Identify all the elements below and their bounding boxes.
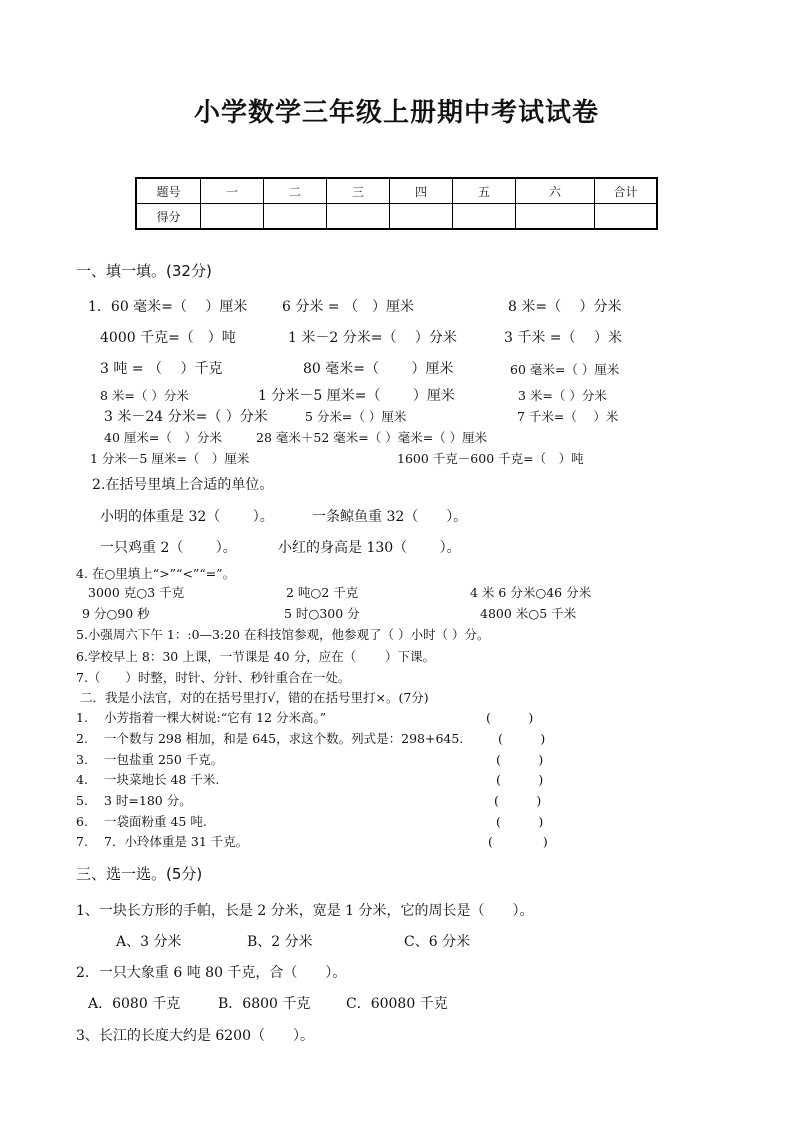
- answer-paren[interactable]: ( ): [488, 834, 548, 849]
- question-text: 80 毫米=（ ）厘米: [303, 361, 454, 377]
- table-header: 一: [201, 178, 264, 204]
- option-b[interactable]: B．6800 千克: [218, 996, 311, 1012]
- question-text: 7 千米=（ ）米: [517, 409, 619, 424]
- question-text: 2 吨○2 千克: [286, 585, 359, 600]
- table-header: 二: [264, 178, 327, 204]
- item-number: 3.: [76, 752, 88, 767]
- question-text: 1 米－2 分米=（ ）分米: [288, 330, 457, 346]
- item-text: 一块菜地长 48 千米.: [104, 772, 220, 787]
- question-text: 1、一块长方形的手帕，长是 2 分米，宽是 1 分米，它的周长是（ ）。: [76, 903, 534, 919]
- question-text: 一只鸡重 2（ ）。: [100, 540, 237, 556]
- question-text: 1．60 毫米=（ ）厘米: [88, 299, 248, 315]
- table-header: 题号: [136, 178, 201, 204]
- question-text: 1600 千克－600 千克=（ ）吨: [397, 451, 584, 466]
- question-text: 3 米－24 分米=（ ）分米: [104, 409, 268, 425]
- answer-paren[interactable]: ( ): [498, 731, 546, 746]
- question-text: 3 千米 =（ ）米: [504, 330, 622, 346]
- question-text: 一条鲸鱼重 32（ ）。: [312, 509, 468, 525]
- table-header: 六: [516, 178, 595, 204]
- score-cell[interactable]: [453, 204, 516, 230]
- score-cell[interactable]: [595, 204, 658, 230]
- option-a[interactable]: A、3 分米: [116, 934, 182, 950]
- question-text: 4000 千克=（ ）吨: [100, 330, 236, 346]
- item-text: 小芳指着一棵大树说:“它有 12 分米高。”: [104, 710, 327, 725]
- question-text: 3 米=（ ）分米: [518, 388, 607, 403]
- question-text: 3 吨 = （ ）千克: [100, 361, 223, 377]
- item-number: 7.: [76, 834, 88, 849]
- answer-paren[interactable]: ( ): [494, 793, 542, 808]
- score-table: [135, 177, 658, 230]
- section-heading: 三、选一选。(5分): [76, 865, 203, 883]
- option-c[interactable]: C．60080 千克: [346, 996, 448, 1012]
- question-text: 小明的体重是 32（ ）。: [100, 509, 274, 525]
- score-cell[interactable]: [327, 204, 390, 230]
- question-text: 5 时○300 分: [284, 606, 360, 621]
- item-text: 3 时=180 分。: [104, 793, 192, 808]
- table-header: 五: [453, 178, 516, 204]
- question-text: 3、长江的长度大约是 6200（ ）。: [76, 1028, 314, 1044]
- question-text: 1 分米－5 厘米=（ ）厘米: [258, 388, 455, 404]
- answer-paren[interactable]: ( ): [496, 814, 544, 829]
- question-text: 6 分米 = （ ）厘米: [282, 299, 414, 315]
- option-b[interactable]: B、2 分米: [247, 934, 313, 950]
- table-header: 四: [390, 178, 453, 204]
- answer-paren[interactable]: ( ): [496, 752, 544, 767]
- item-number: 2.: [76, 731, 88, 746]
- question-text: 小红的身高是 130（ ）。: [278, 540, 461, 556]
- section-heading: 二．我是小法官，对的在括号里打√，错的在括号里打×。(7分): [80, 690, 429, 705]
- item-text: 一袋面粉重 45 吨.: [104, 814, 207, 829]
- question-title: 2.在括号里填上合适的单位。: [92, 477, 274, 493]
- score-cell[interactable]: [201, 204, 264, 230]
- question-text: 8 米=（ ）分米: [508, 299, 622, 315]
- question-text: 3000 克○3 千克: [88, 585, 185, 600]
- answer-paren[interactable]: ( ): [486, 710, 534, 725]
- item-text: 7．小玲体重是 31 千克。: [104, 834, 249, 849]
- option-a[interactable]: A．6080 千克: [88, 996, 181, 1012]
- question-title: 4. 在○里填上“>”“<”“=”。: [76, 566, 236, 581]
- item-number: 1.: [76, 710, 88, 725]
- score-cell[interactable]: [390, 204, 453, 230]
- table-header: 合计: [595, 178, 658, 204]
- question-text: 28 毫米＋52 毫米=（ ）毫米=（ ）厘米: [256, 430, 488, 445]
- table-header: 三: [327, 178, 390, 204]
- page-title: 小学数学三年级上册期中考试试卷: [193, 98, 599, 128]
- question-text: 6.学校早上 8：30 上课，一节课是 40 分，应在（ ）下课。: [76, 649, 436, 664]
- answer-paren[interactable]: ( ): [496, 772, 544, 787]
- question-text: 4 米 6 分米○46 分米: [470, 585, 592, 600]
- score-cell[interactable]: [516, 204, 595, 230]
- item-text: 一包盐重 250 千克。: [104, 752, 224, 767]
- option-c[interactable]: C、6 分米: [404, 934, 471, 950]
- question-text: 7.（ ）时整，时针、分针、秒针重合在一处。: [76, 670, 351, 685]
- section-heading: 一、填一填。(32分): [76, 262, 212, 280]
- question-text: 40 厘米=（ ）分米: [104, 430, 222, 445]
- item-number: 6.: [76, 814, 88, 829]
- row-label: 得分: [136, 204, 201, 230]
- item-number: 5.: [76, 793, 88, 808]
- question-text: 5 分米=（ ）厘米: [305, 409, 407, 424]
- question-text: 1 分米－5 厘米=（ ）厘米: [90, 451, 250, 466]
- question-text: 60 毫米=（ ）厘米: [510, 362, 620, 377]
- item-number: 4.: [76, 772, 88, 787]
- question-text: 8 米=（ ）分米: [100, 388, 189, 403]
- question-text: 2．一只大象重 6 吨 80 千克，合（ ）。: [76, 965, 347, 981]
- question-text: 4800 米○5 千米: [480, 606, 577, 621]
- question-text: 5.小强周六下午 1：:0—3:20 在科技馆参观，他参观了（ ）小时（ ）分。: [76, 627, 490, 642]
- question-text: 9 分○90 秒: [82, 606, 150, 621]
- item-text: 一个数与 298 相加，和是 645，求这个数。列式是：298+645.: [104, 731, 464, 746]
- score-cell[interactable]: [264, 204, 327, 230]
